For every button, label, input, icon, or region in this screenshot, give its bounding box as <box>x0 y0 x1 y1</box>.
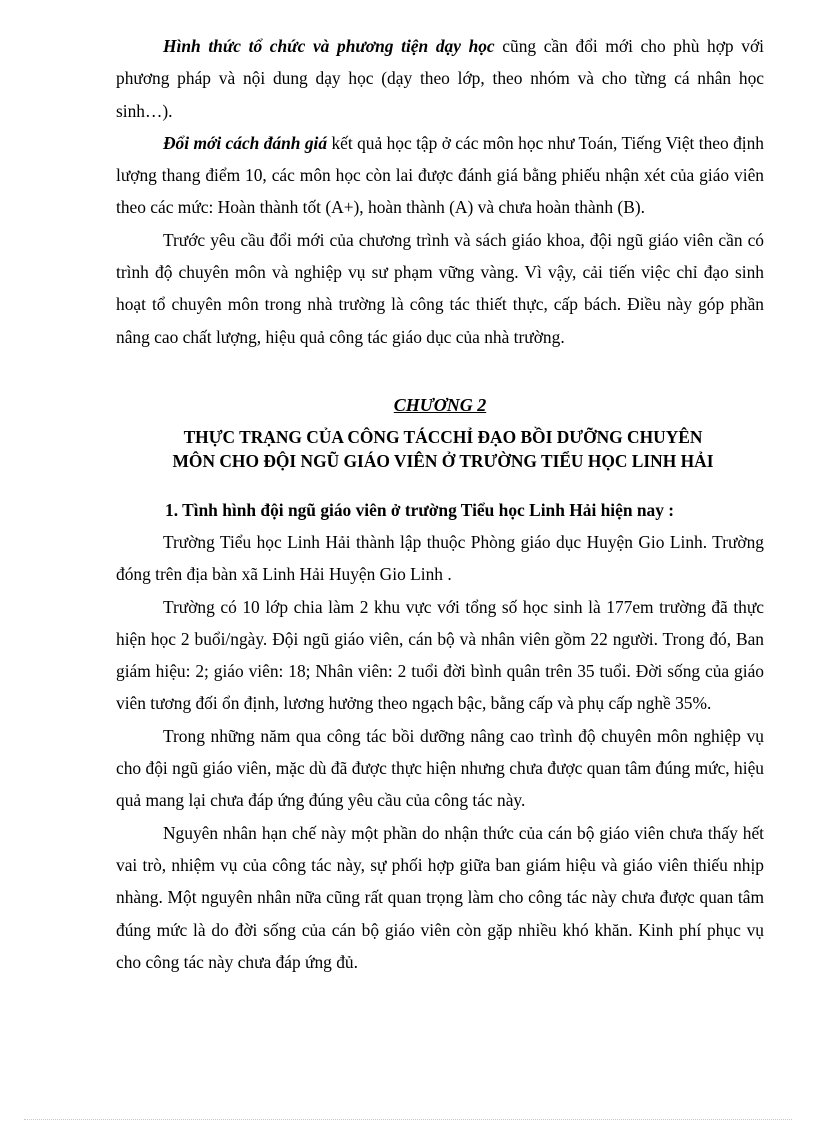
chapter-title <box>116 425 764 473</box>
page-bottom-divider <box>24 1119 792 1120</box>
paragraph-teacher-requirements: Trước yêu cầu đổi mới của chương trình và sách giáo khoa, đội ngũ giáo viên cần có trình độ chuyên môn và nghiệp vụ sư phạm vững vàng. Vì vậy, cải tiến việc chỉ đạo sinh hoạt tổ chuyên môn trong nhà trường là công tác thiết thực, cấp bách. Điều này góp phần nâng cao chất lượng, hiệu quả công tác giáo dục của nhà trường. <box>116 229 764 347</box>
paragraph-training-status: Trong những năm qua công tác bồi dưỡng nâng cao trình độ chuyên môn nghiệp vụ cho đội ngũ giáo viên, mặc dù đã được thực hiện nhưng chưa được quan tâm đúng mức, hiệu quả mang lại chưa đáp ứng đúng yêu cầu của công tác này. <box>116 725 764 811</box>
section-heading: 1. Tình hình đội ngũ giáo viên ở trường Tiểu học Linh Hải hiện nay : <box>165 499 675 520</box>
chapter-title-line: THỰC TRẠNG CỦA CÔNG TÁCCHỈ ĐẠO BỒI DƯỠNG CHUYÊN <box>183 426 703 447</box>
document-page <box>116 30 764 978</box>
paragraph-lead: Đổi mới cách đánh giá <box>163 132 328 153</box>
paragraph-school-founding: Trường Tiểu học Linh Hải thành lập thuộc Phòng giáo dục Huyện Gio Linh. Trường đóng trên địa bàn xã Linh Hải Huyện Gio Linh . <box>116 531 764 585</box>
chapter-title-line: MÔN CHO ĐỘI NGŨ GIÁO VIÊN Ở TRƯỜNG TIỂU HỌC LINH HẢI <box>172 450 714 471</box>
paragraph-assessment-reform <box>116 127 764 224</box>
paragraph-teaching-organization <box>116 30 764 127</box>
paragraph-limitation-causes: Nguyên nhân hạn chế này một phần do nhận thức của cán bộ giáo viên chưa thấy hết vai trò, nhiệm vụ của công tác này, sự phối hợp giữa ban giám hiệu và giáo viên thiếu nhịp nhàng. Một nguyên nhân nữa cũng rất quan trọng làm cho công tác này chưa được quan tâm đúng mức là do đời sống của cán bộ giáo viên còn gặp nhiều khó khăn. Kinh phí phục vụ cho công tác này chưa đáp ứng đủ. <box>116 822 764 972</box>
paragraph-body: kết quả học tập ở các môn học như Toán, Tiếng Việt theo định lượng thang điểm 10, các môn học còn lai được đánh giá bằng phiếu nhận xét của giáo viên theo các mức: Hoàn thành tốt (A+), hoàn thành (A) và chưa hoàn thành (B). <box>116 132 764 218</box>
paragraph-lead: Hình thức tổ chức và phương tiện dạy học <box>163 36 495 56</box>
chapter-label: CHƯƠNG 2 <box>393 394 487 415</box>
paragraph-school-staff: Trường có 10 lớp chia làm 2 khu vực với tổng số học sinh là 177em trường đã thực hiện học 2 buổi/ngày. Đội ngũ giáo viên, cán bộ và nhân viên gồm 22 người. Trong đó, Ban giám hiệu: 2; giáo viên: 18; Nhân viên: 2 tuổi đời bình quân trên 35 tuổi. Đời sống của giáo viên tương đối ổn định, lương hưởng theo ngạch bậc, bằng cấp và phụ cấp nghề 35%. <box>116 596 764 714</box>
paragraph-body: cũng cần đổi mới cho phù hợp với phương pháp và nội dung dạy học (dạy theo lớp, theo nhóm và cho từng cá nhân học sinh…). <box>116 36 764 121</box>
